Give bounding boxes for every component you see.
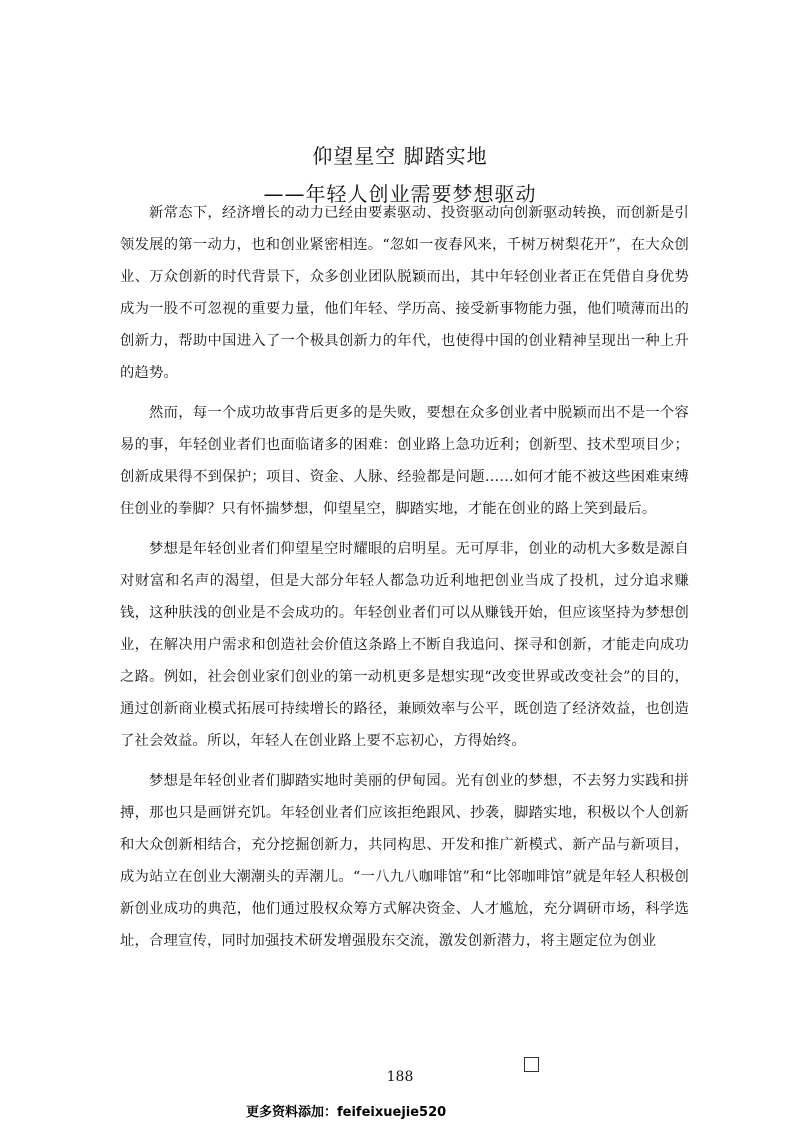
page-number: 188 bbox=[386, 1069, 414, 1085]
page-subtitle: ——年轻人创业需要梦想驱动 bbox=[263, 181, 537, 206]
article-body bbox=[120, 197, 689, 957]
paragraph-2: 然而，每一个成功故事背后更多的是失败，要想在众多创业者中脱颖而出不是一个容易的事，年轻创业者们也面临诸多的困难：创业路上急功近利；创新型、技术型项目少；创新成果得不到保护；项目、资金、人脉、经验都是问题……如何才能不被这些困难束缚住创业的拳脚？只有怀揣梦想，仰望星空，脚踏实地，才能在创业的路上笑到最后。 bbox=[120, 405, 689, 517]
footer-note: 更多资料添加：feifeixuejie520 bbox=[246, 1105, 447, 1120]
paragraph-3: 梦想是年轻创业者们仰望星空时耀眼的启明星。无可厚非，创业的动机大多数是源自对财富和名声的渴望，但是大部分年轻人都急功近利地把创业当成了投机，过分追求赚钱，这种肤浅的创业是不会成功的。年轻创业者们可以从赚钱开始，但应该坚持为梦想创业，在解决用户需求和创造社会价值这条路上不断自我追问、探寻和创新，才能走向成功之路。例如，社会创业家们创业的第一动机更多是想实现“改变世界或改变社会”的目的，通过创新商业模式拓展可持续增长的路径，兼顾效率与公平，既创造了经济效益，也创造了社会效益。所以，年轻人在创业路上要不忘初心，方得始终。 bbox=[120, 541, 689, 749]
page-title: 仰望星空 脚踏实地 bbox=[312, 144, 488, 169]
paragraph-4: 梦想是年轻创业者们脚踏实地时美丽的伊甸园。光有创业的梦想，不去努力实践和拼搏，那也只是画饼充饥。年轻创业者们应该拒绝跟风、抄袭，脚踏实地，积极以个人创新和大众创新相结合，充分挖掘创新力，共同构思、开发和推广新模式、新产品与新项目，成为站立在创业大潮潮头的弄潮儿。“一八九八咖啡馆”和“比邻咖啡馆”就是年轻人积极创新创业成功的典范，他们通过股权众筹方式解决资金、人才尴尬，充分调研市场，科学选址，合理宣传，同时加强技术研发增强股东交流，激发创新潜力，将主题定位为创业 bbox=[120, 773, 689, 949]
paragraph-1: 新常态下，经济增长的动力已经由要素驱动、投资驱动向创新驱动转换，而创新是引领发展的第一动力，也和创业紧密相连。“忽如一夜春风来，千树万树梨花开”，在大众创业、万众创新的时代背景下，众多创业团队脱颖而出，其中年轻创业者正在凭借自身优势成为一股不可忽视的重要力量，他们年轻、学历高、接受新事物能力强，他们喷薄而出的创新力，帮助中国进入了一个极具创新力的年代，也使得中国的创业精神呈现出一种上升的趋势。 bbox=[120, 205, 689, 381]
